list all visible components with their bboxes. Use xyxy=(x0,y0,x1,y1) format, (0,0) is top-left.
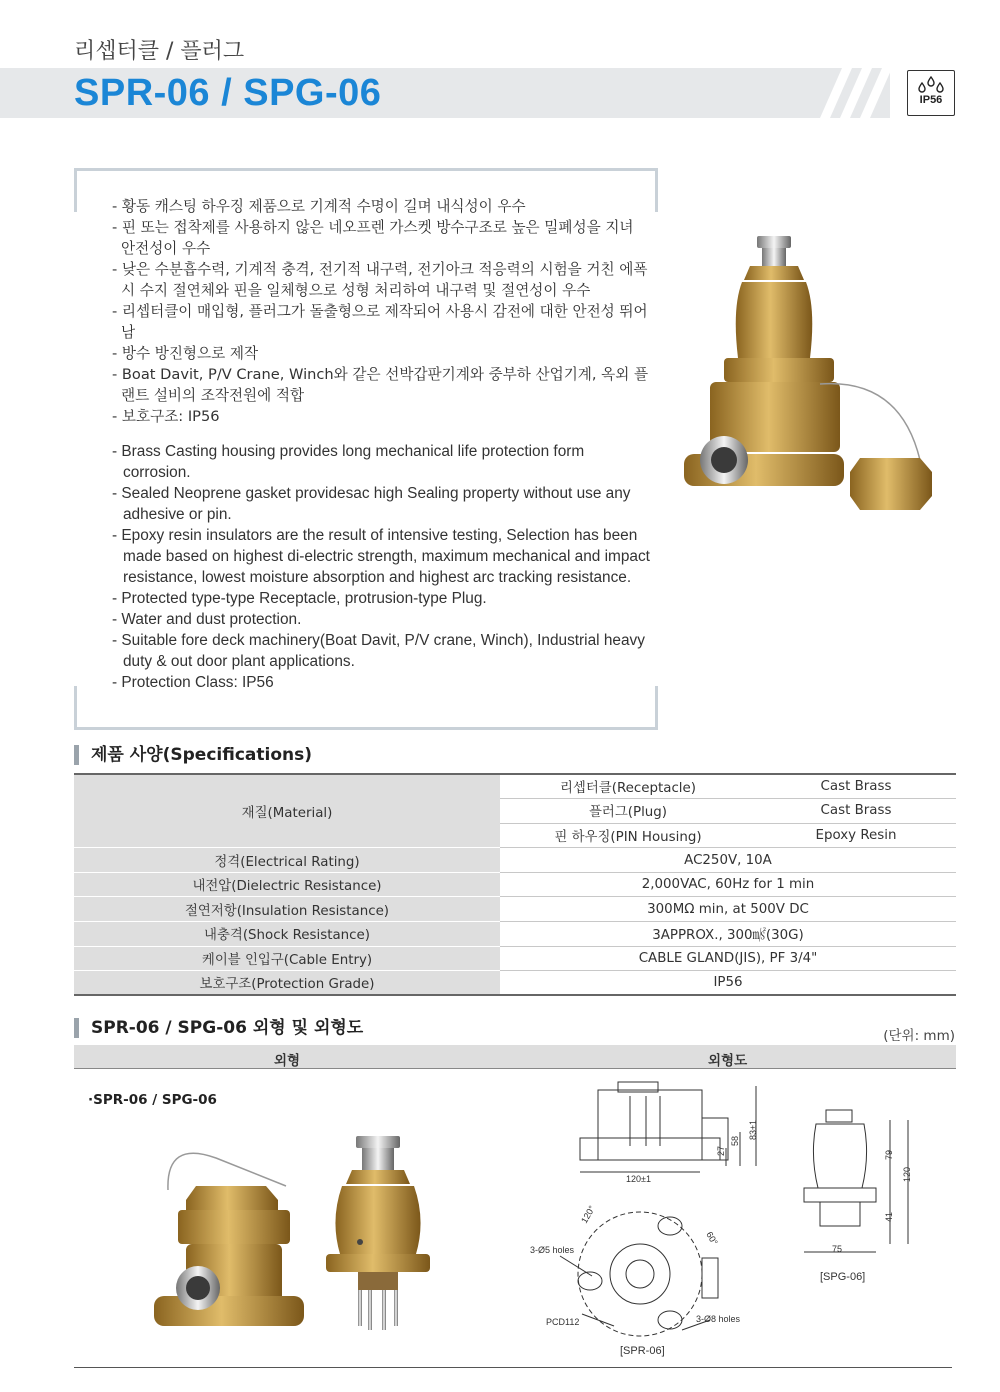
feature-item: - Protection Class: IP56 xyxy=(112,672,652,693)
feature-item: - Brass Casting housing provides long mechanical life protection form corrosion. xyxy=(112,441,652,483)
spec-value: Cast Brass xyxy=(756,774,956,799)
holes-8-label: 3-Ø8 holes xyxy=(696,1314,741,1324)
spec-value: Epoxy Resin xyxy=(756,823,956,848)
dim-83: 83±1 xyxy=(748,1120,758,1140)
bottom-rule xyxy=(74,1367,952,1368)
spec-label: 정격(Electrical Rating) xyxy=(74,848,500,873)
feature-item: - Protected type-type Receptacle, protrusion-type Plug. xyxy=(112,588,652,609)
feature-item: - 방수 방진형으로 제작 xyxy=(112,343,652,364)
table-row xyxy=(74,971,956,996)
feature-item: - Epoxy resin insulators are the result of intensive testing, Selection has been made based on highest di-electric strength, maximum mechanical and impact resistance, lowest moisture absorption and highest arc tracking resistance. xyxy=(112,525,652,588)
water-drops-icon xyxy=(916,75,946,93)
dim-120-width: 120±1 xyxy=(626,1174,651,1184)
outline-photo-label: ·SPR-06 / SPG-06 xyxy=(88,1092,217,1108)
specifications-heading: 제품 사양(Specifications) xyxy=(74,745,312,765)
specifications-table xyxy=(74,773,956,996)
outline-heading: SPR-06 / SPG-06 외형 및 외형도 xyxy=(74,1018,363,1038)
spg-side-view xyxy=(804,1110,908,1252)
spr-side-view xyxy=(580,1082,756,1172)
outline-drawings xyxy=(520,1076,940,1366)
feature-item: - 황동 캐스팅 하우징 제품으로 기계적 수명이 길며 내식성이 우수 xyxy=(112,196,652,217)
feature-item: - 핀 또는 접착제를 사용하지 않은 네오프렌 가스켓 방수구조로 높은 밀폐성을 지녀 안전성이 우수 xyxy=(112,217,652,259)
pcd-label: PCD112 xyxy=(546,1317,580,1327)
dim-41: 41 xyxy=(884,1211,894,1222)
dim-75: 75 xyxy=(832,1244,843,1254)
spec-label: 보호구조(Protection Grade) xyxy=(74,971,500,996)
spec-part: 플러그(Plug) xyxy=(500,799,756,824)
spec-part: 리셉터클(Receptacle) xyxy=(500,774,756,799)
spec-label: 케이블 인입구(Cable Entry) xyxy=(74,946,500,971)
spec-value: 2,000VAC, 60Hz for 1 min xyxy=(500,872,956,897)
outline-photo-column: 외형 xyxy=(274,1053,301,1069)
unit-label: (단위: mm) xyxy=(883,1028,955,1044)
outline-drawing-column: 외형도 xyxy=(708,1053,748,1069)
dim-27: 27 xyxy=(716,1145,726,1156)
table-row xyxy=(74,872,956,897)
spec-label: 내전압(Dielectric Resistance) xyxy=(74,872,500,897)
dim-58: 58 xyxy=(730,1135,740,1146)
feature-item: - 보호구조: IP56 xyxy=(112,406,652,427)
table-row xyxy=(74,774,956,799)
holes-5-label: 3-Ø5 holes xyxy=(530,1245,575,1255)
ip-rating-badge xyxy=(907,70,955,116)
spg-caption: [SPG-06] xyxy=(820,1271,866,1283)
spec-value: 300MΩ min, at 500V DC xyxy=(500,897,956,922)
angle-120: 120° xyxy=(579,1203,598,1225)
table-row xyxy=(74,848,956,873)
feature-item: - Boat Davit, P/V Crane, Winch와 같은 선박갑판기계와 중부하 산업기계, 옥외 플랜트 설비의 조작전원에 적합 xyxy=(112,364,652,406)
spec-part: 핀 하우징(PIN Housing) xyxy=(500,823,756,848)
table-row xyxy=(74,897,956,922)
table-row xyxy=(74,922,956,947)
feature-item: - Sealed Neoprene gasket providesac high Sealing property without use any adhesive or pin. xyxy=(112,483,652,525)
spec-label: 절연저항(Insulation Resistance) xyxy=(74,897,500,922)
feature-item: - Water and dust protection. xyxy=(112,609,652,630)
spec-label: 내충격(Shock Resistance) xyxy=(74,922,500,947)
spec-value: IP56 xyxy=(500,971,956,996)
feature-item: - 리셉터클이 매입형, 플러그가 돌출형으로 제작되어 사용시 감전에 대한 안전성 뛰어남 xyxy=(112,301,652,343)
spec-label: 재질(Material) xyxy=(74,774,500,848)
model-title: SPR-06 / SPG-06 xyxy=(74,72,382,114)
category-title: 리셉터클 / 플러그 xyxy=(74,39,245,64)
spec-value: Cast Brass xyxy=(756,799,956,824)
title-band-stripes xyxy=(800,68,900,118)
feature-item: - Suitable fore deck machinery(Boat Davit, P/V crane, Winch), Industrial heavy duty & out door plant applications. xyxy=(112,630,652,672)
product-photo xyxy=(680,228,960,528)
spec-value: AC250V, 10A xyxy=(500,848,956,873)
angle-60: 60° xyxy=(704,1230,720,1247)
feature-list-english xyxy=(112,441,652,693)
ip-rating-label: IP56 xyxy=(919,94,943,106)
dim-120-height: 120 xyxy=(902,1166,912,1182)
spec-value: 3APPROX., 300㎨(30G) xyxy=(500,922,956,947)
feature-item: - 낮은 수분흡수력, 기계적 충격, 전기적 내구력, 전기아크 적응력의 시험을 거친 에폭시 수지 절연체와 핀을 일체형으로 성형 처리하여 내구력 및 절연성이 우수 xyxy=(112,259,652,301)
spr-caption: [SPR-06] xyxy=(620,1345,665,1357)
outline-product-photo xyxy=(146,1130,446,1345)
feature-list-korean xyxy=(112,196,652,427)
dim-79: 79 xyxy=(884,1149,894,1160)
outline-column-header xyxy=(74,1045,956,1069)
table-row xyxy=(74,946,956,971)
spec-value: CABLE GLAND(JIS), PF 3/4" xyxy=(500,946,956,971)
feature-box xyxy=(74,168,658,730)
spr-bottom-view xyxy=(560,1212,718,1336)
